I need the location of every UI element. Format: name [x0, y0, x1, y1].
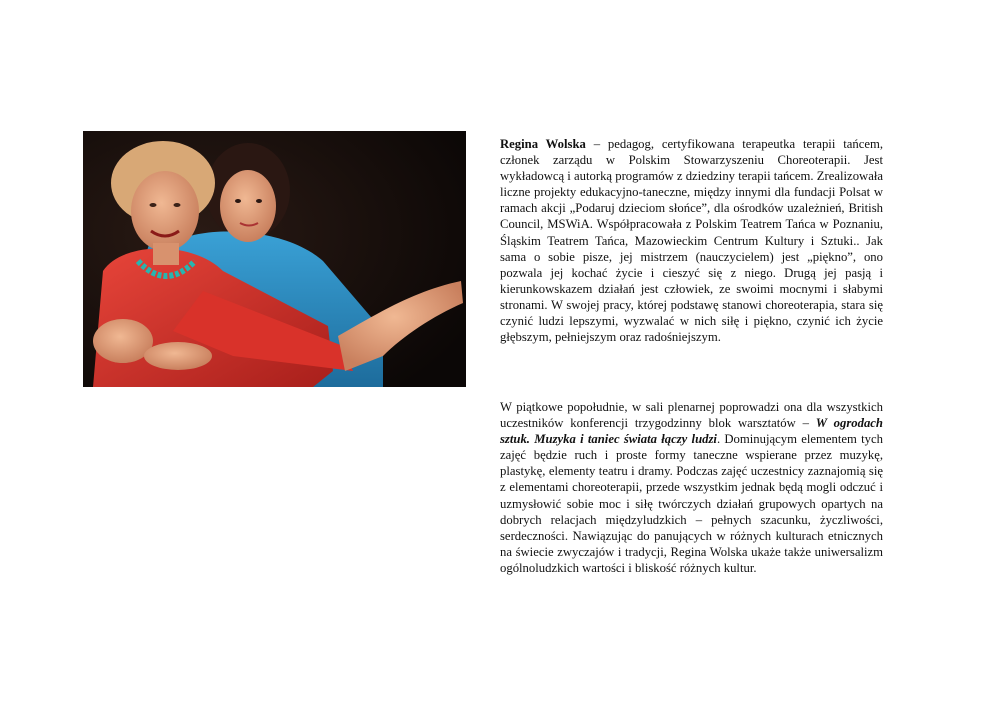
workshop-description: . Dominującym elementem tych zajęć będzie ruch i proste formy taneczne wspierane przez muzykę, plastykę, elementy teatru i dramy. Podczas zajęć uczestnicy zaznajomią się z elementami choreoterapii, przede wszystkim jednak będą mogli odczuć i uzmysłowić sobie moc i siłę twórczych działań grupowych opartych na dobrych relacjach międzyludzkich – pełnych szacunku, życzliwości, serdeczności. Nawiązując do panujących w różnych kulturach etnicznych na świecie zwyczajów i tradycji, Regina Wolska ukaże także uniwersalizm ogólnoludzkich wartości i bliskość różnych kultur. [500, 432, 883, 575]
person-name: Regina Wolska [500, 137, 586, 151]
bio-paragraph [500, 136, 883, 345]
workshop-paragraph [500, 399, 883, 576]
workshop-title: W ogrodach sztuk. Muzyka i taniec świata łączy ludzi [500, 416, 883, 447]
workshop-intro: W piątkowe popołudnie, w sali plenarnej poprowadzi ona dla wszystkich uczestników konferencji trzygodzinny blok warsztatów – [500, 400, 883, 431]
portrait-photo [83, 131, 466, 387]
bio-text: – pedagog, certyfikowana terapeutka terapii tańcem, członek zarządu w Polskim Stowarzyszeniu Choreoterapii. Jest wykładowcą i autorką programów z dziedziny terapii tańcem. Zrealizowała liczne projekty edukacyjno-taneczne, między innymi dla fundacji Polsat w ramach akcji „Podaruj dzieciom słońce”, dla ośrodków uzależnień, British Council, MSWiA. Współpracowała z Polskim Teatrem Tańca w Poznaniu, Śląskim Teatrem Tańca, Mazowieckim Centrum Kultury i Sztuki.. Jak sama o sobie pisze, jej mistrzem (nauczycielem) jest „piękno”, ono pozwala jej kochać życie i cieszyć się z niego. Drugą jej pasją i kierunkowskazem działań jest człowiek, ze swoimi mocnymi i słabymi stronami. W swojej pracy, której podstawę stanowi choreoterapia, stara się czynić ludzi lepszymi, wyzwalać w nich siłę i piękno, czynić ich życie głębszym, pełniejszym oraz radośniejszym. [500, 137, 883, 345]
